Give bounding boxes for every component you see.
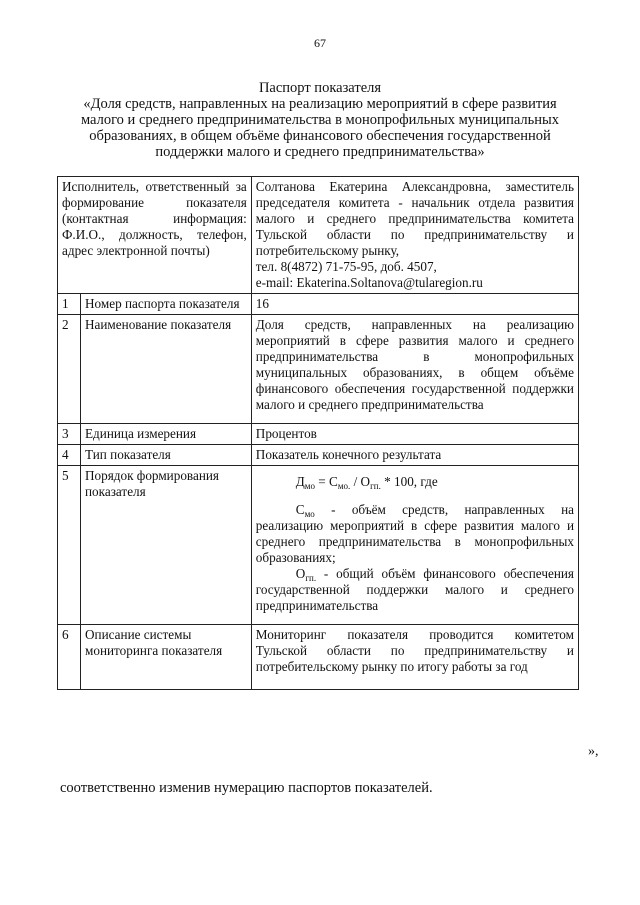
executor-phone: тел. 8(4872) 71-75-95, доб. 4507, (255, 259, 437, 274)
c-definition: $С_{мо}$ - объём средств, направленных на реализацию мероприятий в сфере развития малого и среднего предпринимательства в монопрофильных образованиях; (255, 502, 574, 565)
passport-title (60, 80, 580, 160)
row-value: Процентов (251, 424, 578, 445)
row-number: 3 (58, 424, 81, 445)
title-line-2: «Доля средств, направленных на реализацию мероприятий в сфере развития (83, 96, 557, 112)
executor-value (251, 177, 578, 294)
row-label: Порядок формирования показателя (81, 466, 252, 625)
row-value: Доля средств, направленных на реализацию мероприятий в сфере развития малого и среднего предпринимательства в монопрофильных муниципальных образованиях, в общем объёме финансового обеспечения государственной поддержки малого и среднего предпринимательства (251, 315, 578, 424)
row-label: Единица измерения (81, 424, 252, 445)
executor-name: Солтанова Екатерина Александровна, заместитель председателя комитета - начальник отдела развития малого и среднего предпринимательства комитета Тульской области по предпринимательству и потребительскому рынку, (255, 179, 574, 258)
row-number: 2 (58, 315, 81, 424)
executor-email: e-mail: Ekaterina.Soltanova@tularegion.ru (255, 275, 483, 290)
row-number: 1 (58, 294, 81, 315)
row-value: Мониторинг показателя проводится комитетом Тульской области по предпринимательству и потребительскому рынку по итогу работы за год (251, 625, 578, 690)
row-value: 16 (251, 294, 578, 315)
table-row (58, 315, 579, 424)
table-row (58, 625, 579, 690)
title-line-3: малого и среднего предпринимательства в монопрофильных муниципальных (80, 112, 560, 128)
row-number: 6 (58, 625, 81, 690)
row-number: 4 (58, 445, 81, 466)
row-label: Тип показателя (81, 445, 252, 466)
page-number: 67 (314, 36, 326, 50)
closing-quote: », (588, 744, 599, 759)
row-label: Номер паспорта показателя (81, 294, 252, 315)
row-label: Описание системы мониторинга показателя (81, 625, 252, 690)
table-row-executor (58, 177, 579, 294)
footer-text: соответственно изменив нумерацию паспортов показателей. (60, 780, 433, 796)
table-row (58, 445, 579, 466)
row-value (251, 466, 578, 625)
o-definition: $О_{гп.}$ - общий объём финансового обеспечения государственной поддержки малого и среднего предпринимательства (255, 566, 574, 613)
passport-table (57, 176, 579, 690)
title-line-1: Паспорт показателя (258, 80, 382, 96)
title-line-5: поддержки малого и среднего предпринимательства» (155, 144, 485, 160)
title-line-4: образованиях, в общем объёме финансового обеспечения государственной (89, 128, 551, 144)
row-value: Показатель конечного результата (251, 445, 578, 466)
row-label: Наименование показателя (81, 315, 252, 424)
formula: $Д_{мо} = С_{мо.} / О_{гп.} * 100$, где (295, 474, 438, 491)
table-row (58, 466, 579, 625)
table-row (58, 294, 579, 315)
executor-label: Исполнитель, ответственный за формирование показателя (контактная информация: Ф.И.О., должность, телефон, адрес электронной почты) (58, 177, 252, 294)
table-row (58, 424, 579, 445)
row-number: 5 (58, 466, 81, 625)
